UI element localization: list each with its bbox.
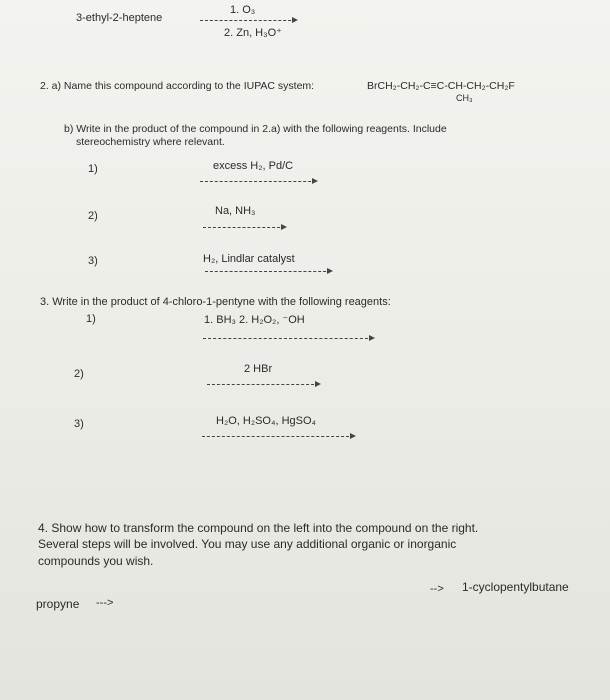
- q2a-substituent: CH₃: [456, 93, 473, 103]
- q3-item1-arrow: [203, 338, 373, 339]
- q3-item1-number: 1): [86, 313, 96, 325]
- q4-end-compound: 1-cyclopentylbutane: [462, 580, 569, 594]
- q3-item3-arrow: [202, 436, 354, 437]
- q2b-prompt-line1: b) Write in the product of the compound in 2.a) with the following reagents. Include: [64, 123, 447, 135]
- q2b-prompt-line2: stereochemistry where relevant.: [76, 136, 225, 148]
- q2b-item1-number: 1): [88, 163, 98, 175]
- q1-step1: 1. O₃: [230, 4, 256, 16]
- q2b-item2-number: 2): [88, 210, 98, 222]
- q3-prompt: 3. Write in the product of 4-chloro-1-pentyne with the following reagents:: [40, 296, 391, 308]
- q4-line2: Several steps will be involved. You may use any additional organic or inorganic: [38, 537, 457, 551]
- q3-item1-reagent: 1. BH₃ 2. H₂O₂, ⁻OH: [204, 314, 305, 326]
- q3-item2-arrow: [207, 384, 319, 385]
- q3-item2-number: 2): [74, 368, 84, 380]
- q2b-item3-arrow: [205, 271, 331, 272]
- q2b-item2-reagent: Na, NH₃: [215, 205, 256, 217]
- q2b-item2-arrow: [203, 227, 285, 228]
- q3-item3-reagent: H₂O, H₂SO₄, HgSO₄: [216, 415, 317, 427]
- q4-end-arrow: -->: [430, 583, 444, 595]
- q2b-item3-reagent: H₂, Lindlar catalyst: [203, 253, 295, 265]
- q3-item3-number: 3): [74, 418, 84, 430]
- q2a-prompt: 2. a) Name this compound according to the IUPAC system:: [40, 80, 315, 92]
- q1-reactant: 3-ethyl-2-heptene: [76, 12, 163, 24]
- q2b-item3-number: 3): [88, 255, 98, 267]
- q4-line1: 4. Show how to transform the compound on the left into the compound on the right.: [38, 521, 479, 535]
- q2b-item1-reagent: excess H₂, Pd/C: [213, 160, 294, 172]
- q1-arrow: [200, 20, 296, 21]
- q4-line3: compounds you wish.: [38, 554, 154, 568]
- q4-start-arrow: --->: [96, 597, 114, 609]
- q1-step2: 2. Zn, H₃O⁺: [224, 27, 282, 39]
- q2a-formula: BrCH₂-CH₂-C≡C-CH-CH₂-CH₂F: [367, 80, 515, 92]
- q4-start-compound: propyne: [36, 597, 80, 611]
- q3-item2-reagent: 2 HBr: [244, 363, 273, 375]
- q2b-item1-arrow: [200, 181, 316, 182]
